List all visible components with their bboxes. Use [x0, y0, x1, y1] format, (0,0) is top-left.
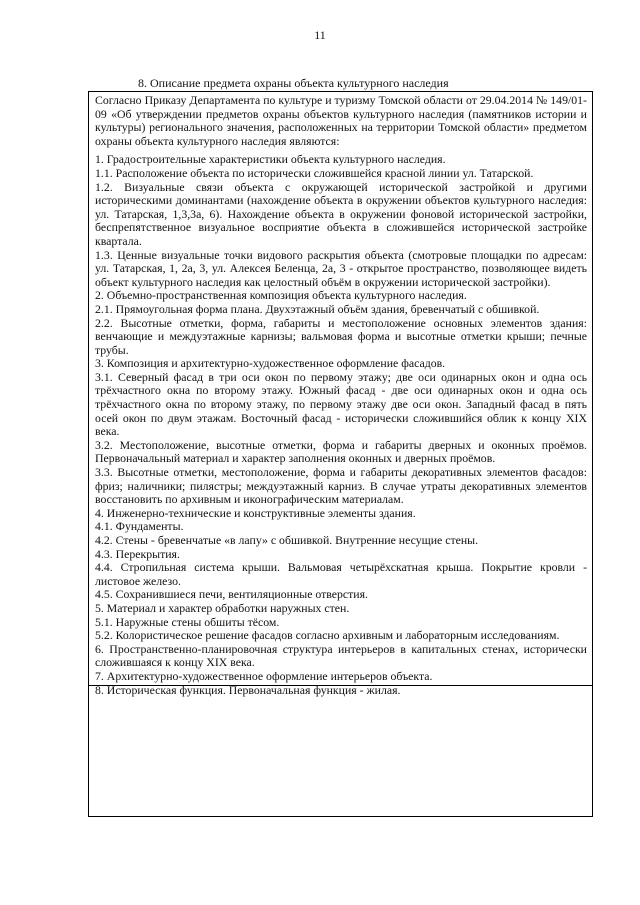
- list-item: 8. Историческая функция. Первоначальная функция - жилая.: [95, 682, 401, 697]
- list-item: 2.1. Прямоугольная форма плана. Двухэтажный объём здания, бревенчатый с обшивкой.: [95, 301, 540, 316]
- list-item: 7. Архитектурно-художественное оформление интерьеров объекта.: [95, 668, 433, 683]
- list-item: 2. Объемно-пространственная композиция объекта культурного наследия.: [95, 288, 467, 303]
- list-item: 5.1. Наружные стены обшиты тёсом.: [95, 614, 280, 629]
- list-item: 4.2. Стены - бревенчатые «в лапу» с обшивкой. Внутренние несущие стены.: [95, 533, 479, 547]
- list-item: 1. Градостроительные характеристики объекта культурного наследия.: [95, 152, 446, 167]
- protection-subject-table: [88, 91, 593, 817]
- list-item: 4.5. Сохранившиеся печи, вентиляционные отверстия.: [95, 587, 368, 602]
- list-item: 3.3. Высотные отметки, местоположение, форма и габариты декоративных элементов фасадов: фриз; наличники; пилястры; междуэтажный карниз. В случае утраты декоративных элементов восстановить по архивным и иконографическим материалам.: [95, 465, 587, 507]
- page-number: 11: [314, 28, 326, 42]
- list-item: 1.2. Визуальные связи объекта с окружающей исторической застройкой и другими историческими доминантами (нахождение объекта в окружении объектов культурного наследия: ул. Татарская, 1,3,3а, 6). Нахождение объекта в окружении фоновой исторической застройки, беспрепятственное визуальное восприятие объекта в сложившейся исторической застройке квартала.: [95, 179, 587, 248]
- list-item: 4. Инженерно-технические и конструктивные элементы здания.: [95, 505, 416, 520]
- list-item: 1.1. Расположение объекта по исторически сложившейся красной линии ул. Татарской.: [95, 165, 534, 180]
- section-title: 8. Описание предмета охраны объекта культурного наследия: [138, 76, 449, 90]
- list-item: 5. Материал и характер обработки наружных стен.: [95, 600, 350, 615]
- list-item: 3.1. Северный фасад в три оси окон по первому этажу; две оси одинарных окон и одна ось трёхчастного окна по второму этажу. Южный фасад - две оси одинарных окон и одна ось трёхчастного окна по второму этажу, по первому этажу две оси окон. Западный фасад в пять осей окон по двум этажам. Восточный фасад - исторически сложившийся облик к концу XIX века.: [95, 369, 587, 439]
- list-item: 3.2. Местоположение, высотные отметки, форма и габариты дверных и оконных проёмов. Первоначальный материал и характер заполнения оконных и дверных проёмов.: [95, 437, 587, 466]
- list-item: 6. Пространственно-планировочная структура интерьеров в капитальных стенах, исторически сложившаяся к концу XIX века.: [95, 641, 587, 670]
- intro-paragraph: Согласно Приказу Департамента по культуре и туризму Томской области от 29.04.2014 № 149/01-09 «Об утверждении предметов охраны объектов культурного наследия (памятников истории и культуры) регионального значения, расположенных на территории Томской области» предметом охраны объекта культурного наследия являются:: [95, 93, 587, 148]
- list-item: 1.3. Ценные визуальные точки видового раскрытия объекта (смотровые площадки по адресам: ул. Татарская, 1, 2а, 3, ул. Алексея Беленца, 2а, 3 - открытое пространство, позволяющее видеть объект культурного наследия как целостный объём в окружении исторической застройки).: [95, 247, 587, 289]
- list-item: 2.2. Высотные отметки, форма, габариты и местоположение основных элементов здания: венчающие и междуэтажные карнизы; вальмовая форма и высотные отметки крыши; печные трубы.: [95, 315, 587, 357]
- row-divider: [89, 685, 592, 686]
- list-item: 4.4. Стропильная система крыши. Вальмовая четырёхскатная крыша. Покрытие кровли - листовое железо.: [95, 560, 587, 588]
- list-item: 5.2. Колористическое решение фасадов согласно архивным и лабораторным исследованиям.: [95, 628, 560, 643]
- table-content: [89, 92, 592, 697]
- list-item: 4.1. Фундаменты.: [95, 519, 184, 534]
- list-item: 4.3. Перекрытия.: [95, 546, 180, 561]
- list-item: 3. Композиция и архитектурно-художественное оформление фасадов.: [95, 356, 446, 371]
